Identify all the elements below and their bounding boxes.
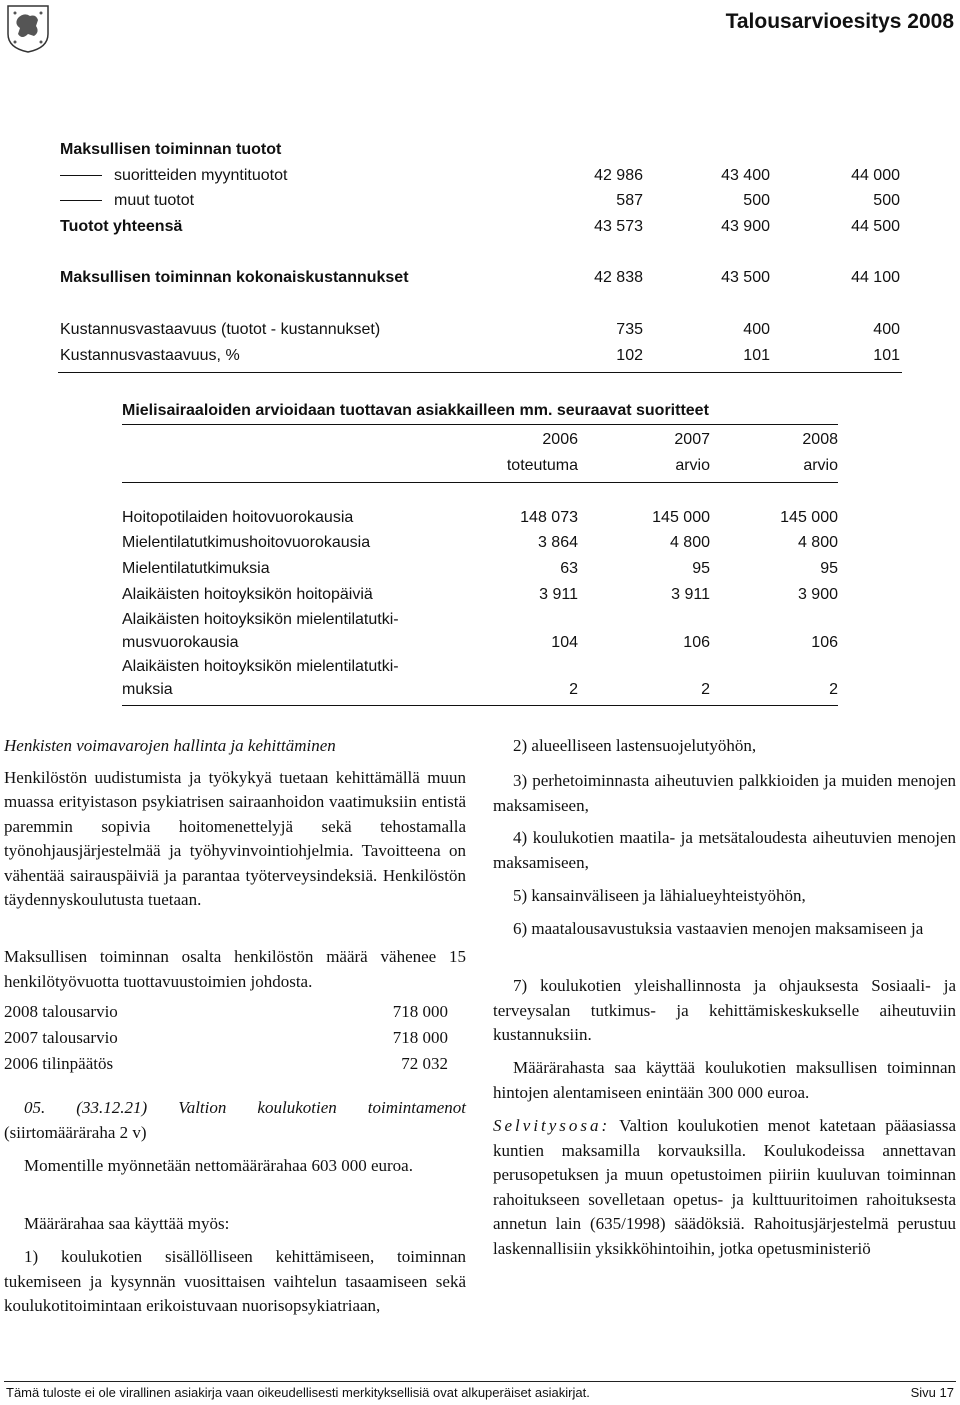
value-cell: 63: [560, 560, 578, 577]
list-item: 3) perhetoiminnasta aiheutuvien palkkioiden ja muiden menojen maksamiseen,: [493, 771, 956, 815]
budget-value: 718 000: [392, 1028, 448, 1047]
list-item: 6) maatalousavustuksia vastaavien menojen maksamiseen ja: [513, 919, 924, 938]
row-label: Mielentilatutkimushoitovuorokausia: [122, 534, 371, 551]
row-label: Tuotot yhteensä: [60, 218, 183, 235]
value-cell: 145 000: [652, 509, 710, 526]
value-cell: 3 900: [797, 586, 838, 603]
value-cell: 2: [701, 681, 710, 698]
table-row: [60, 167, 900, 189]
budget-row: [4, 1028, 448, 1048]
row-label-continued: muksia: [122, 681, 173, 698]
row-label: Kustannusvastaavuus, %: [60, 347, 240, 364]
kind-header: arvio: [803, 457, 838, 474]
value-cell: 101: [743, 347, 770, 364]
budget-value: 72 032: [401, 1054, 448, 1073]
paragraph: Henkilöstön uudistumista ja työkykyä tuetaan kehittämällä muun muassa erityistason psykiatrisen sairaanhoidon vaatimuksiin entistä paremmin sopivia hoitomenettelyjä sekä tehostamalla työnohjausjärjestelmää ja työhyvinvointiohjelmia. Tavoitteena on vähentää sairauspäiviä ja parantaa työterveysindeksiä. Henkilöstön täydennyskoulutusta tuetaan.: [4, 767, 466, 909]
right-paragraph: [493, 1056, 956, 1105]
row-label: Maksullisen toiminnan tuotot: [60, 141, 282, 158]
table-row: [60, 218, 900, 240]
right-item: [493, 826, 956, 875]
value-cell: 42 986: [594, 167, 643, 184]
document-title: Talousarvioesitys 2008: [725, 10, 954, 33]
row-label: Hoitopotilaiden hoitovuorokausia: [122, 509, 354, 526]
row-label: Mielentilatutkimuksia: [122, 560, 270, 577]
left-paragraph-4: [4, 1212, 466, 1237]
value-cell: 148 073: [520, 509, 578, 526]
table-row: [60, 269, 900, 291]
list-item: 7) koulukotien yleishallinnosta ja ohjauksesta Sosiaali- ja terveysalan tutkimus- ja kehittämiskeskukselle aiheutuviin kustannuksiin.: [493, 976, 956, 1044]
value-cell: 4 800: [797, 534, 838, 551]
budget-label: 2008 talousarvio: [4, 1002, 118, 1021]
right-item: [493, 917, 956, 942]
value-cell: 2: [569, 681, 578, 698]
value-cell: 43 400: [721, 167, 770, 184]
page-number: Sivu 17: [910, 1385, 954, 1400]
value-cell: 44 000: [851, 167, 900, 184]
footer-rule: [4, 1381, 956, 1382]
paragraph: 1) koulukotien sisällölliseen kehittämiseen, toiminnan tukemiseen ja kysynnän vuosittaisen vaihtelun tasaamiseen sekä koulukotitoimintaan erikoistuvaan nuorisopsykiatriaan,: [4, 1247, 466, 1315]
value-cell: 43 573: [594, 218, 643, 235]
value-cell: 95: [692, 560, 710, 577]
budget-label: 2006 tilinpäätös: [4, 1054, 114, 1073]
budget-label: 2007 talousarvio: [4, 1028, 118, 1047]
paragraph: Momentille myönnetään nettomäärärahaa 603 000 euroa.: [24, 1156, 413, 1175]
left-paragraph-2: Maksullisen toiminnan osalta henkilöstön määrä vähenee 15 henkilötyövuotta tuottavuustoimien johdosta.: [4, 947, 466, 991]
row-label: Maksullisen toiminnan kokonaiskustannukset: [60, 269, 409, 286]
right-item: [493, 884, 956, 909]
table-title: Mielisairaaloiden arvioidaan tuottavan asiakkailleen mm. seuraavat suoritteet: [122, 402, 709, 419]
value-cell: 3 864: [537, 534, 578, 551]
year-header: 2008: [802, 431, 838, 448]
right-item: [493, 974, 956, 1048]
right-item: [493, 769, 956, 818]
row-label: suoritteiden myyntituotot: [114, 167, 288, 184]
budget-value: 718 000: [392, 1002, 448, 1021]
table-rule: [122, 482, 838, 483]
budget-row: [4, 1002, 448, 1022]
paragraph: Määrärahaa saa käyttää myös:: [24, 1214, 230, 1233]
dash-marker: [60, 175, 102, 176]
value-cell: 400: [873, 321, 900, 338]
kind-header: toteutuma: [506, 457, 578, 474]
value-cell: 44 100: [851, 269, 900, 286]
item-rest: (siirtomääräraha 2 v): [4, 1122, 147, 1142]
selvitysosa-label: Selvitysosa:: [493, 1116, 611, 1135]
row-label: Alaikäisten hoitoyksikön mielentilatutki-: [122, 611, 399, 628]
paragraph: Määrärahasta saa käyttää koulukotien maksullisen toiminnan hintojen alentamiseen enintään 300 000 euroa.: [493, 1058, 956, 1102]
value-cell: 400: [743, 321, 770, 338]
value-cell: 44 500: [851, 218, 900, 235]
item-heading: [4, 1096, 466, 1145]
value-cell: 95: [820, 560, 838, 577]
section-heading: Henkisten voimavarojen hallinta ja kehittäminen: [4, 736, 336, 755]
table-row: [60, 347, 900, 369]
list-item: 4) koulukotien maatila- ja metsätaloudesta aiheutuvien menojen maksamiseen,: [493, 828, 956, 872]
value-cell: 43 500: [721, 269, 770, 286]
table-rule: [58, 372, 902, 373]
value-cell: 102: [616, 347, 643, 364]
item-number: 05. (33.12.21): [24, 1098, 148, 1117]
footer-disclaimer: Tämä tuloste ei ole virallinen asiakirja vaan oikeudellisesti merkityksellisiä ovat alkuperäiset asiakirjat.: [6, 1385, 590, 1400]
item-title: Valtion koulukotien toimintamenot: [178, 1098, 467, 1117]
budget-row: [4, 1054, 448, 1074]
table-row: [60, 141, 900, 163]
selvitysosa: [493, 1114, 956, 1261]
coat-of-arms-logo: [6, 4, 50, 54]
row-label: muut tuotot: [114, 192, 195, 209]
value-cell: 145 000: [780, 509, 838, 526]
value-cell: 3 911: [539, 586, 578, 603]
right-item: [493, 734, 956, 759]
list-item: 5) kansainväliseen ja lähialueyhteistyöhön,: [513, 886, 806, 905]
row-label: Alaikäisten hoitoyksikön hoitopäiviä: [122, 586, 373, 603]
row-label: Kustannusvastaavuus (tuotot - kustannukset): [60, 321, 381, 338]
left-column: [4, 734, 466, 913]
left-paragraph-3: [4, 1154, 466, 1179]
row-label: Alaikäisten hoitoyksikön mielentilatutki-: [122, 658, 399, 675]
value-cell: 587: [616, 192, 643, 209]
table-rule: [122, 424, 838, 425]
list-item: 2) alueelliseen lastensuojelutyöhön,: [513, 736, 757, 755]
value-cell: 500: [743, 192, 770, 209]
table-row: [60, 192, 900, 214]
value-cell: 4 800: [669, 534, 710, 551]
year-header: 2007: [674, 431, 710, 448]
table-row: [60, 321, 900, 343]
value-cell: 2: [829, 681, 838, 698]
value-cell: 735: [616, 321, 643, 338]
value-cell: 500: [873, 192, 900, 209]
year-header: 2006: [542, 431, 578, 448]
value-cell: 106: [811, 634, 838, 651]
row-label-continued: musvuorokausia: [122, 634, 239, 651]
dash-marker: [60, 200, 102, 201]
value-cell: 3 911: [671, 586, 710, 603]
kind-header: arvio: [675, 457, 710, 474]
value-cell: 43 900: [721, 218, 770, 235]
value-cell: 101: [873, 347, 900, 364]
value-cell: 106: [683, 634, 710, 651]
selvitysosa-text: Valtion koulukotien menot katetaan pääasiassa kuntien maksamilla korvauksilla. Koulukodeissa annettavan perusopetuksen ja muun opetustoimen piiriin kuuluvan toiminnan rahoitukseen sovelletaan opetus- ja kulttuuritoimen rahoituksesta annetun lain (635/1998) säädöksiä. Rahoitusjärjestelmä perustuu laskennallisiin yksikköhintoihin, jotka opetusministeriö: [493, 1116, 956, 1258]
value-cell: 104: [551, 634, 578, 651]
value-cell: 42 838: [594, 269, 643, 286]
left-paragraph-5: [4, 1245, 466, 1319]
table-rule: [122, 705, 838, 706]
